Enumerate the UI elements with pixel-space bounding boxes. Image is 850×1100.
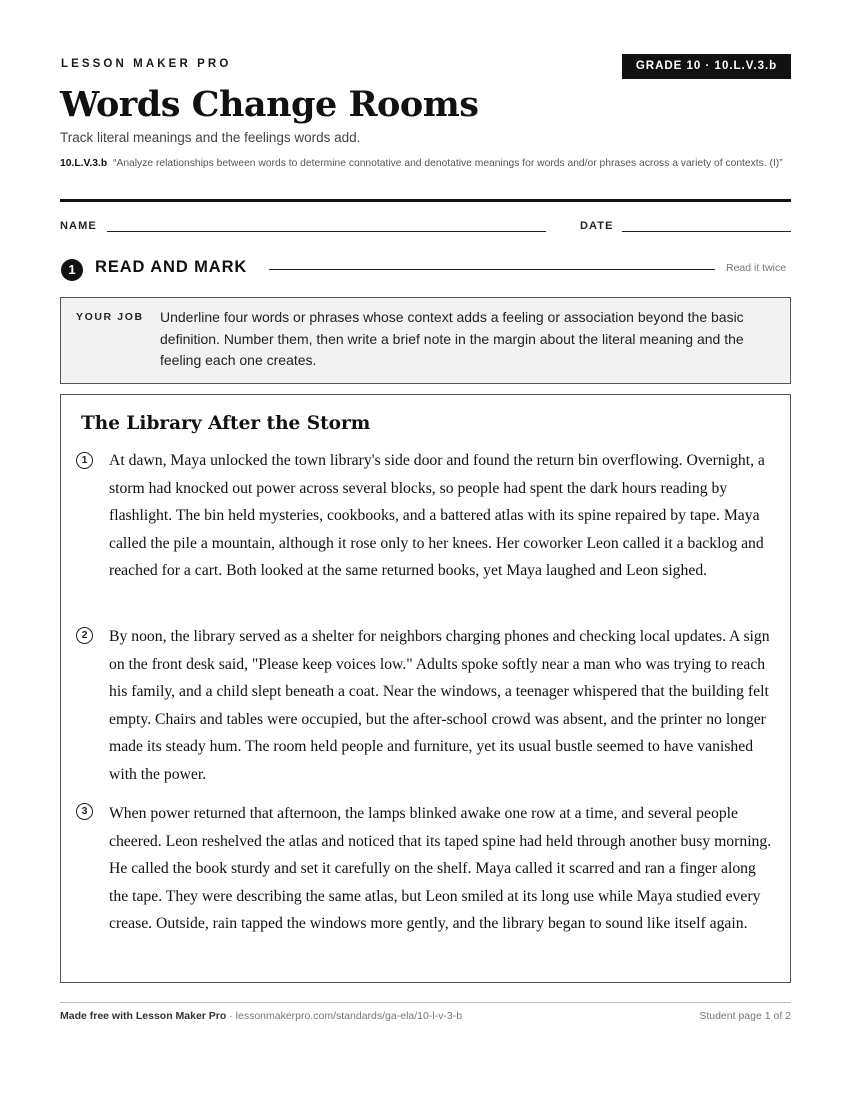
paragraph-1: At dawn, Maya unlocked the town library's side door and found the return bin overflowing. Overnight, a storm had knocked out power across several blocks, so people had spent the dark hours reading by flashlight. The bin held mysteries, cookbooks, and a battered atlas with its spine repaired by tape. Maya called the pile a mountain, although it rose only to her knees. Her coworker Leon called it a backlog and reached for a cart. Both looked at the same returned books, yet Maya laughed and Leon sighed. [109, 452, 765, 580]
header-divider [60, 199, 791, 202]
brand-name: LESSON MAKER PRO [61, 58, 232, 70]
date-field[interactable] [622, 231, 791, 232]
standard-text: “Analyze relationships between words to determine connotative and denotative meanings for words and/or phrases across a variety of contexts. (I)” [113, 158, 783, 169]
standard-description [60, 155, 790, 172]
paragraph-number-1: 1 [76, 452, 93, 469]
instructions-box [60, 297, 791, 384]
name-label: NAME [60, 220, 97, 232]
instructions-text: Underline four words or phrases whose context adds a feeling or association beyond the basic definition. Number them, then write a brief note in the margin about the literal meaning and the feeling each one creates. [160, 309, 744, 368]
name-field[interactable] [107, 231, 546, 232]
section-note: Read it twice [726, 262, 787, 274]
instructions-label: YOUR JOB [76, 311, 144, 323]
grade-badge: GRADE 10 · 10.L.V.3.b [622, 54, 791, 79]
footer-divider [60, 1002, 791, 1003]
reading-passage-box [60, 394, 791, 983]
section-divider [269, 269, 715, 270]
paragraph-2: By noon, the library served as a shelter for neighbors charging phones and checking local updates. A sign on the front desk said, "Please keep voices low." Adults spoke softly near a man who was trying to reach his family, and a child slept beneath a coat. Near the windows, a teenager whispered that the building felt empty. Chairs and tables were occupied, but the after-school crowd was absent, and the printer no longer made its steady hum. The room held people and furniture, yet its usual bustle seemed to have vanished with the power. [109, 628, 770, 783]
paragraph-number-2: 2 [76, 627, 93, 644]
section-number-badge: 1 [61, 259, 83, 281]
page-indicator: Student page 1 of 2 [699, 1010, 791, 1022]
passage-title: The Library After the Storm [81, 413, 371, 434]
footer-url[interactable]: · lessonmakerpro.com/standards/ga-ela/10-l-v-3-b [229, 1010, 463, 1022]
footer-credit [60, 1010, 462, 1022]
page-title: Words Change Rooms [60, 84, 479, 125]
date-label: DATE [580, 220, 614, 232]
paragraph-number-3: 3 [76, 803, 93, 820]
page-subtitle: Track literal meanings and the feelings words add. [60, 130, 361, 145]
standard-code: 10.L.V.3.b [60, 158, 108, 169]
footer-made-with: Made free with Lesson Maker Pro [60, 1010, 227, 1022]
paragraph-3: When power returned that afternoon, the lamps blinked awake one row at a time, and several people cheered. Leon reshelved the atlas and noticed that its taped spine had held through another busy morning. He called the book sturdy and set it carefully on the shelf. Maya called it scarred and ran a finger along the tape. They were describing the same atlas, but Leon smiled at its long use while Maya studied every crease. Outside, rain tapped the windows more gently, and the library began to sound like itself again. [109, 805, 772, 933]
section-title: READ AND MARK [95, 258, 248, 276]
